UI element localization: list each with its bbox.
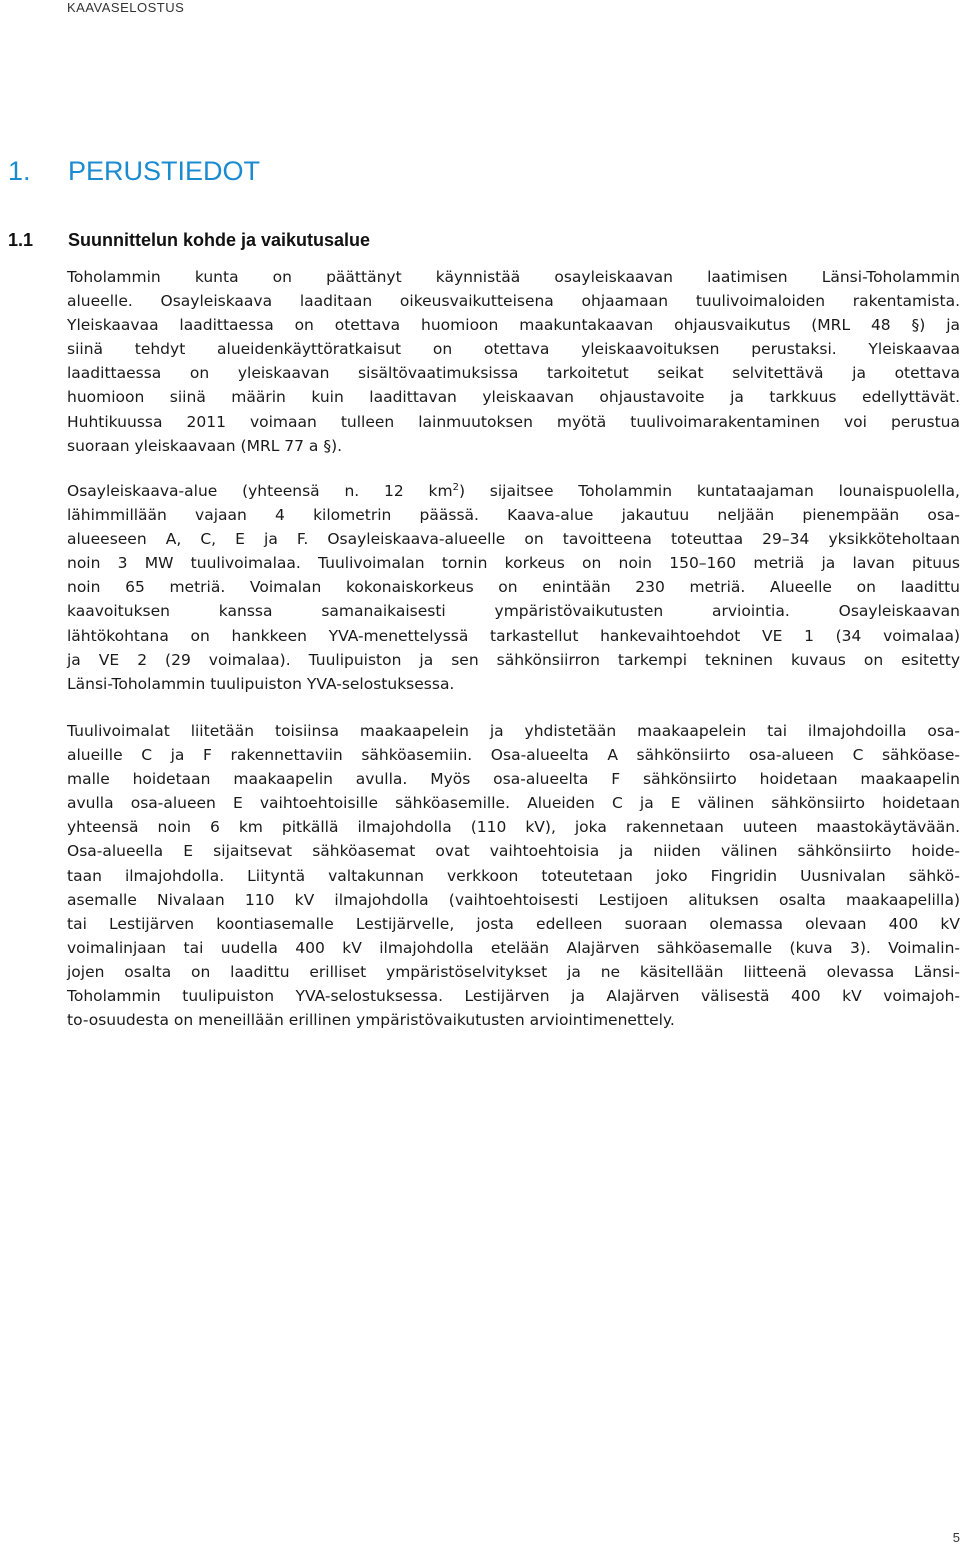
paragraph-line: taan ilmajohdolla. Liityntä valtakunnan verkkoon toteutetaan joko Fingridin Uusnivalan sähkö-: [67, 866, 960, 885]
subsection-number: 1.1: [8, 230, 34, 250]
paragraph-line: lähimmillään vajaan 4 kilometrin päässä. Kaava-alue jakautuu neljään pienempään osa-: [67, 506, 960, 525]
paragraph-line: tai Lestijärven koontiasemalle Lestijärvelle, josta edelleen suoraan olemassa olevaan 400 kV: [67, 914, 960, 933]
section-heading: [8, 156, 260, 187]
page-number: 5: [952, 1530, 960, 1545]
running-header: KAAVASELOSTUS: [67, 0, 185, 15]
subsection-title: Suunnittelun kohde ja vaikutusalue: [68, 230, 371, 250]
paragraph-line: jojen osalta on laadittu erilliset ympäristöselvitykset ja ne käsitellään liitteenä olevassa Länsi-: [67, 962, 960, 981]
paragraph-line: Huhtikuussa 2011 voimaan tulleen lainmuutoksen myötä tuulivoimarakentaminen voi perustua: [67, 412, 960, 431]
paragraph-1: [67, 265, 960, 458]
paragraph-line: lähtökohtana on hankkeen YVA-menettelyssä tarkastellut hankevaihtoehdot VE 1 (34 voimalaa): [67, 626, 960, 645]
paragraph-line: Osa-alueella E sijaitsevat sähköasemat ovat vaihtoehtoisia ja niiden välinen sähkönsiirto hoide-: [67, 842, 960, 861]
paragraph-line: Länsi-Toholammin tuulipuiston YVA-selostuksessa.: [67, 674, 455, 693]
paragraph-line: asemalle Nivalaan 110 kV ilmajohdolla (vaihtoehtoisesti Lestijoen alituksen osalta maakaapelilla): [67, 890, 960, 909]
paragraph-line: noin 65 metriä. Voimalan kokonaiskorkeus on enintään 230 metriä. Alueelle on laadittu: [67, 578, 960, 597]
paragraph-line: alueeseen A, C, E ja F. Osayleiskaava-alueelle on tavoitteena toteuttaa 29–34 yksikköteholtaan: [67, 530, 960, 549]
paragraph-line: laadittaessa on yleiskaavan sisältövaatimuksissa tarkoitetut seikat selvitettävä ja otettava: [67, 364, 960, 383]
paragraph-line: Tuulivoimalat liitetään toisiinsa maakaapelein ja yhdistetään maakaapelein tai ilmajohdoilla osa-: [67, 722, 960, 740]
paragraph-line: Toholammin kunta on päättänyt käynnistää osayleiskaavan laatimisen Länsi-Toholammin: [67, 268, 960, 286]
section-number: 1.: [8, 156, 31, 186]
paragraph-line: huomioon siinä määrin kuin laadittavan yleiskaavan ohjaustavoite ja tarkkuus edellyttävät.: [67, 388, 960, 407]
area-text: Osayleiskaava-alue (yhteensä n. 12 km: [67, 482, 453, 500]
paragraph-line: suoraan yleiskaavaan (MRL 77 a §).: [67, 436, 343, 455]
paragraph-2: [67, 479, 960, 696]
paragraph-line: noin 3 MW tuulivoimalaa. Tuulivoimalan tornin korkeus on noin 150–160 metriä ja lavan pituus: [67, 554, 960, 573]
paragraph-line: voimalinjaan tai uudella 400 kV ilmajohdolla etelään Alajärven sähköasemalle (kuva 3). Voimalin-: [67, 938, 960, 957]
paragraph-line: alueille C ja F rakennettaviin sähköasemiin. Osa-alueelta A sähkönsiirto osa-alueen C sähköase-: [67, 746, 960, 765]
paragraph-line: avulla osa-alueen E vaihtoehtoisille sähköasemille. Alueiden C ja E välinen sähkönsiirto hoidetaan: [67, 794, 960, 813]
paragraph-line: kaavoituksen kanssa samanaikaisesti ympäristövaikutusten arviointia. Osayleiskaavan: [67, 602, 960, 621]
paragraph-line: Toholammin tuulipuiston YVA-selostuksessa. Lestijärven ja Alajärven välisestä 400 kV voimajoh-: [67, 987, 960, 1006]
area-text-continued: ) sijaitsee Toholammin kuntataajaman lounaispuolella,: [458, 482, 960, 500]
paragraph-line: ja VE 2 (29 voimalaa). Tuulipuiston ja sen sähkönsiirron tarkempi tekninen kuvaus on esitetty: [67, 650, 960, 669]
section-title: PERUSTIEDOT: [68, 156, 261, 186]
paragraph-line: malle hoidetaan maakaapelin avulla. Myös osa-alueelta F sähkönsiirto hoidetaan maakaapelin: [67, 770, 960, 789]
paragraph-line: [67, 479, 960, 503]
paragraph-line: alueelle. Osayleiskaava laaditaan oikeusvaikutteisena ohjaamaan tuulivoimaloiden rakentamista.: [67, 292, 960, 311]
square-superscript: 2: [452, 481, 459, 493]
paragraph-line: yhteensä noin 6 km pitkällä ilmajohdolla (110 kV), joka rakennetaan uuteen maastokäytävään.: [67, 818, 960, 837]
paragraph-line: Yleiskaavaa laadittaessa on otettava huomioon maakuntakaavan ohjausvaikutus (MRL 48 §) ja: [67, 316, 960, 335]
paragraph-3: [67, 719, 960, 1032]
subsection-heading: [8, 230, 370, 251]
paragraph-line: to-osuudesta on meneillään erillinen ympäristövaikutusten arviointimenettely.: [67, 1011, 675, 1030]
paragraph-line: siinä tehdyt alueidenkäyttöratkaisut on otettava yleiskaavoituksen perustaksi. Yleiskaavaa: [67, 340, 960, 359]
